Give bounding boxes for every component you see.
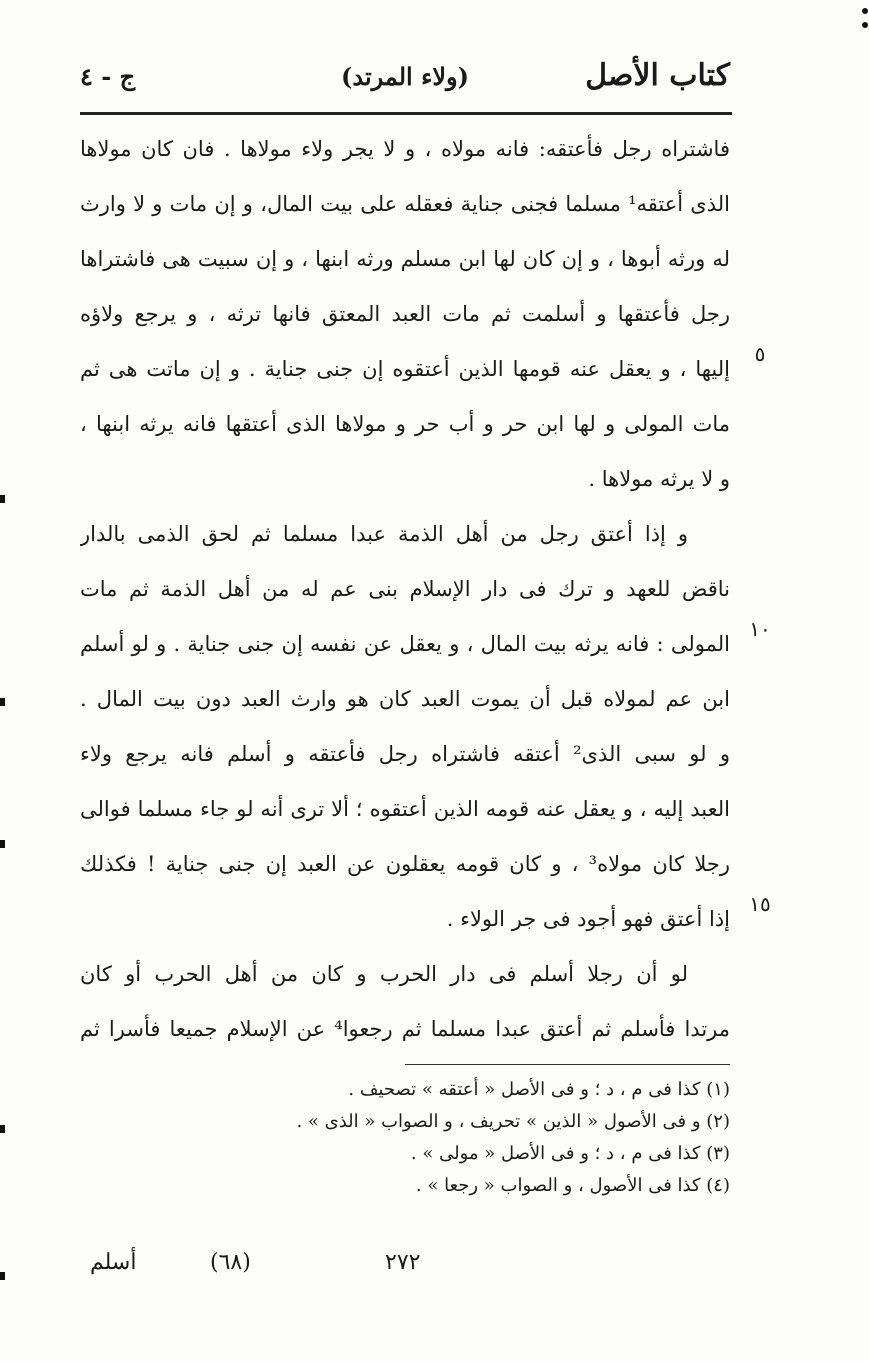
text-line: ناقض للعهد و ترك فى دار الإسلام بنى عم له من أهل الذمة ثم مات	[80, 577, 730, 601]
text-line: المولى : فانه يرثه بيت المال ، و يعقل عن نفسه إن جنى جناية . و لو أسلم	[80, 632, 730, 656]
text-line: فاشتراه رجل فأعتقه: فانه مولاه ، و لا يجر ولاء مولاها . فان كان مولاها	[80, 137, 730, 161]
text-line: و لو سبى الذى² أعتقه فاشتراه رجل فأعتقه و أسلم فانه يرجع ولاء	[80, 742, 730, 766]
footnote: (٣) كذا فى م ، د ؛ و فى الأصل « مولى » .	[410, 1143, 730, 1164]
text-line: رجلا كان مولاه³ ، و كان قومه يعقلون عن العبد إن جنى جناية ! فكذلك	[80, 852, 730, 876]
scan-mark	[862, 8, 868, 14]
section-title: (ولاء المرتد)	[340, 62, 470, 91]
footnote: (١) كذا فى م ، د ؛ و فى الأصل « أعتقه » تصحيف .	[348, 1079, 730, 1100]
running-header	[80, 58, 730, 108]
footnote: (٢) و فى الأصول « الذين » تحريف ، و الصواب « الذى » .	[296, 1111, 730, 1132]
page-footer	[80, 1250, 730, 1290]
catchword: أسلم	[90, 1250, 137, 1275]
text-line: العبد إليه ، و يعقل عنه قومه الذين أعتقوه ؛ ألا ترى أنه لو جاء مسلما فوالى	[80, 797, 730, 821]
text-line: مرتدا فأسلم ثم أعتق عبدا مسلما ثم رجعوا⁴ عن الإسلام جميعا فأسرا ثم	[80, 1017, 730, 1041]
text-line: الذى أعتقه¹ مسلما فجنى جناية فعقله على بيت المال، و إن مات و لا وارث	[80, 192, 730, 216]
volume-number: ج - ٤	[80, 62, 136, 91]
original-page-number: (٦٨)	[210, 1250, 251, 1275]
footnotes	[200, 1074, 730, 1202]
body-text	[80, 122, 730, 1057]
text-line: مات المولى و لها ابن حر و أب حر و مولاها الذى أعتقها فانه يرثه ابنها ،	[80, 412, 730, 436]
text-line: ابن عم لمولاه قبل أن يموت العبد كان هو وارث العبد دون بيت المال .	[80, 687, 730, 711]
footnote: (٤) كذا فى الأصول ، و الصواب « رجعا » .	[415, 1175, 730, 1196]
scan-mark	[0, 495, 5, 503]
scan-mark	[0, 840, 5, 848]
text-line: إذا أعتق فهو أجود فى جر الولاء .	[446, 907, 730, 931]
line-number-15: ١٥	[749, 892, 771, 916]
text-line: رجل فأعتقها و أسلمت ثم مات العبد المعتق فانها ترثه ، و يرجع ولاؤه	[80, 302, 730, 326]
scan-mark	[0, 1272, 5, 1280]
text-line: له ورثه أبوها ، و إن كان لها ابن مسلم ورثه ابنها ، و إن سبيت هى فاشتراها	[80, 247, 730, 271]
line-number-5: ٥	[754, 342, 766, 366]
page-number: ٢٧٢	[385, 1250, 421, 1275]
footnote-rule	[405, 1064, 730, 1065]
text-line: لو أن رجلا أسلم فى دار الحرب و كان من أهل الحرب أو كان	[80, 962, 688, 986]
scan-mark	[862, 22, 868, 28]
text-line: إليها ، و يعقل عنه قومها الذين أعتقوه إن جنى جناية . و إن ماتت هى ثم	[80, 357, 730, 381]
book-title: كتاب الأصل	[585, 58, 730, 93]
header-rule	[80, 112, 732, 115]
text-line: و لا يرثه مولاها .	[588, 467, 730, 491]
line-number-10: ١٠	[749, 617, 771, 641]
scan-mark	[0, 1125, 5, 1133]
scan-mark	[0, 698, 5, 706]
text-line: و إذا أعتق رجل من أهل الذمة عبدا مسلما ثم لحق الذمى بالدار	[80, 522, 688, 546]
